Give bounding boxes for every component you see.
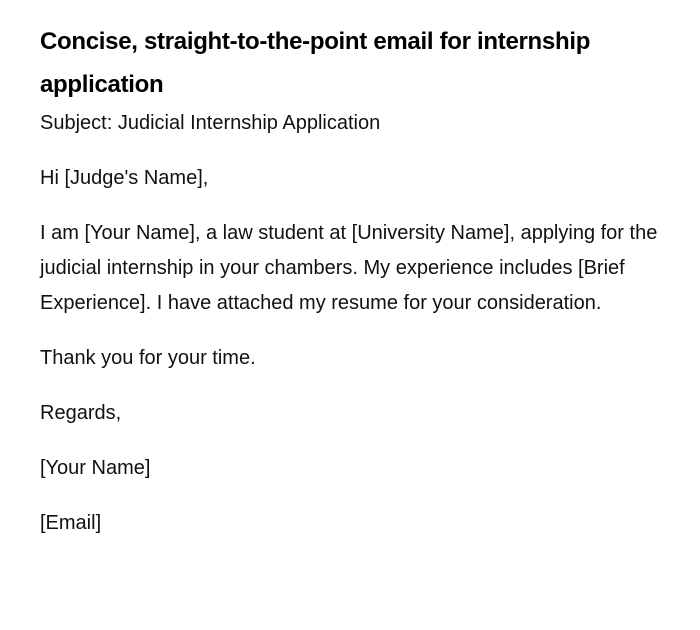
email-document [40,20,660,541]
email-subject: Subject: Judicial Internship Application [40,112,381,134]
signature-email: [Email] [40,512,102,534]
signature-name: [Your Name] [40,457,151,479]
email-greeting: Hi [Judge's Name], [40,167,209,189]
email-body: I am [Your Name], a law student at [University Name], applying for the judicial internship in your chambers. My experience includes [Brief Experience]. I have attached my resume for your consideration. [40,222,658,314]
page-title: Concise, straight-to-the-point email for internship application [40,28,591,98]
email-thanks: Thank you for your time. [40,347,256,369]
email-closing: Regards, [40,402,122,424]
